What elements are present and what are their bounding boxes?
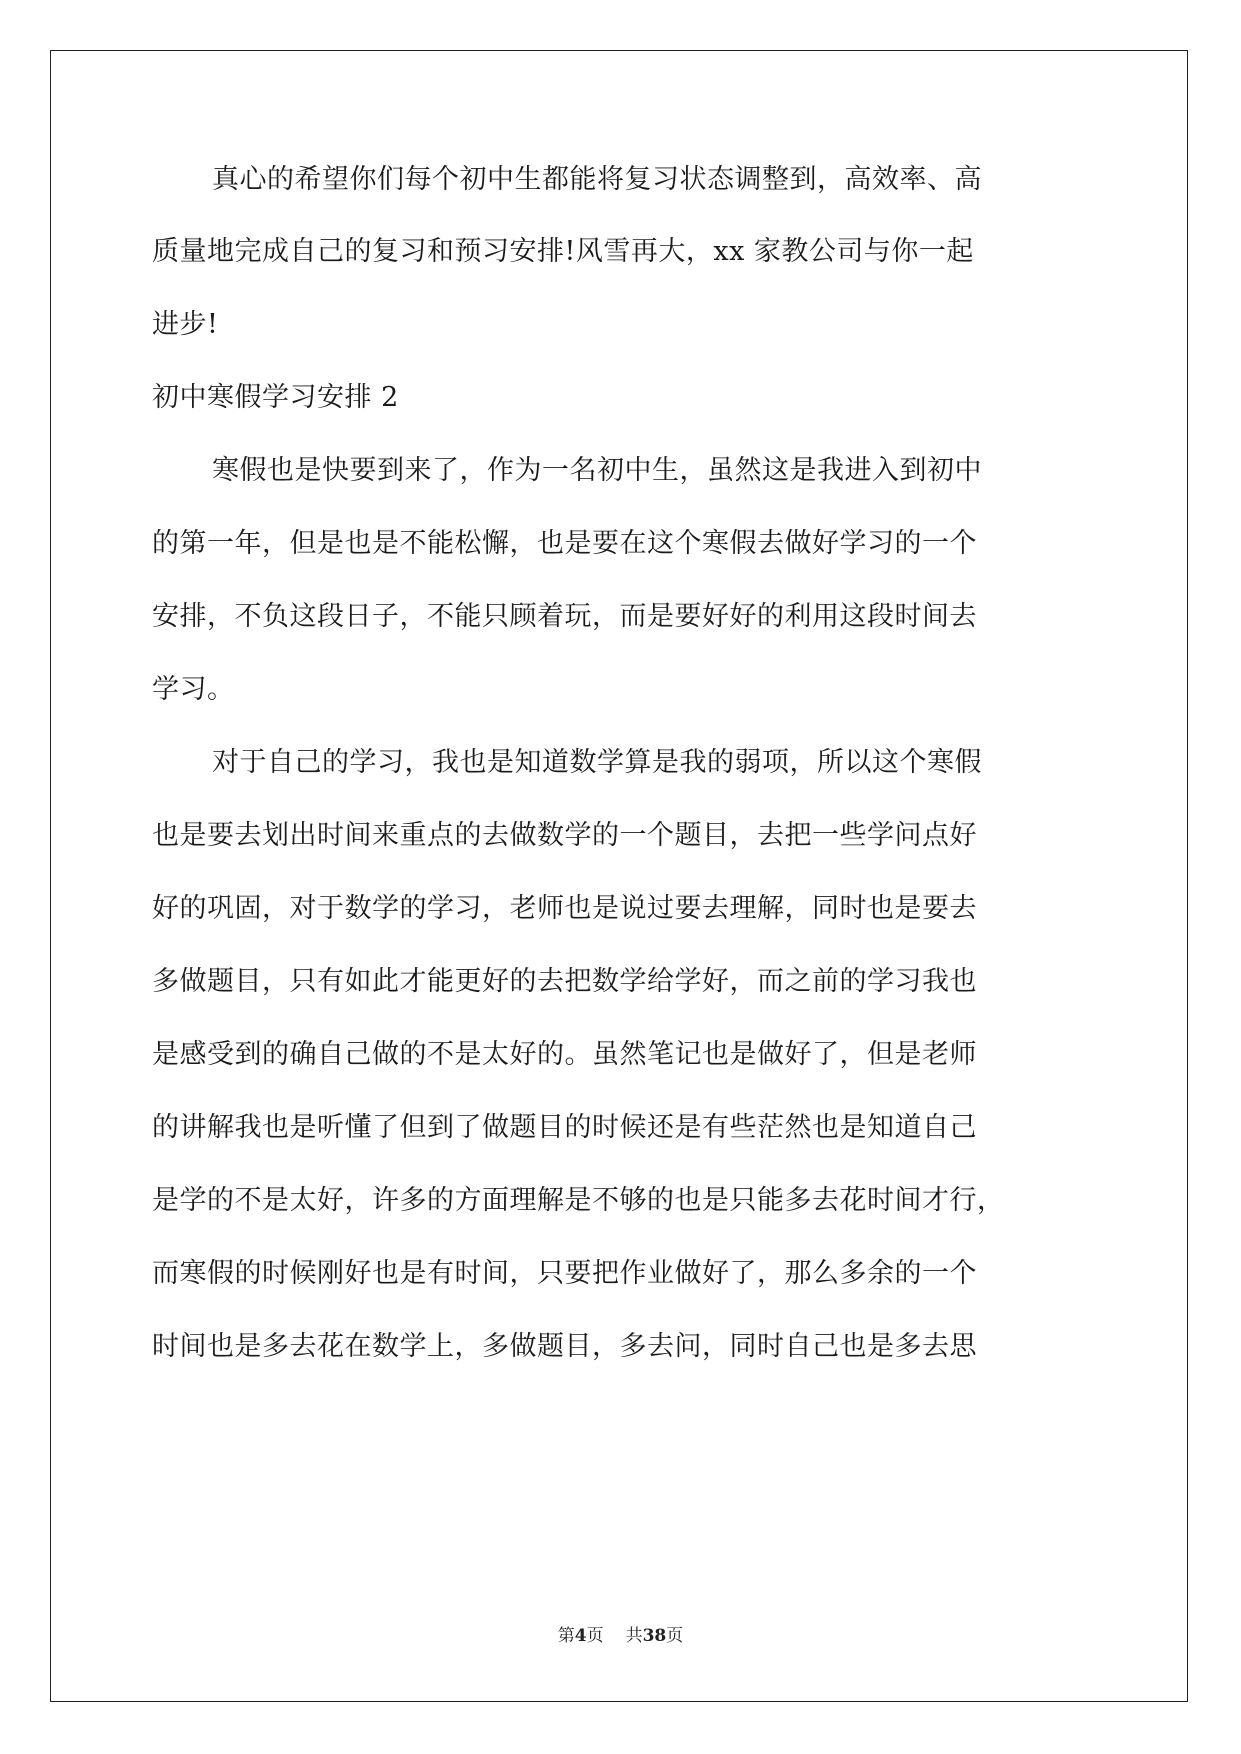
paragraph3-line-3: 好的巩固，对于数学的学习，老师也是说过要去理解，同时也是要去 — [152, 893, 977, 924]
paragraph3-line-7: 是学的不是太好，许多的方面理解是不够的也是只能多去花时间才行， — [152, 1185, 1005, 1216]
paragraph2-line-4: 学习。 — [152, 674, 235, 705]
paragraph2-line-2: 的第一年，但是也是不能松懈，也是要在这个寒假去做好学习的一个 — [152, 528, 977, 559]
total-pages: 38 — [642, 1626, 667, 1646]
paragraph3-line-8: 而寒假的时候刚好也是有时间，只要把作业做好了，那么多余的一个 — [152, 1258, 977, 1289]
paragraph3-line-4: 多做题目，只有如此才能更好的去把数学给学好，而之前的学习我也 — [152, 966, 977, 997]
total-suffix: 页 — [666, 1626, 684, 1646]
paragraph3-line-9: 时间也是多去花在数学上，多做题目，多去问，同时自己也是多去思 — [152, 1331, 977, 1362]
paragraph3-line-5: 是感受到的确自己做的不是太好的。虽然笔记也是做好了，但是老师 — [152, 1039, 977, 1070]
paragraph1-line-1: 真心的希望你们每个初中生都能将复习状态调整到，高效率、高 — [212, 164, 982, 195]
paragraph3-line-2: 也是要去划出时间来重点的去做数学的一个题目，去把一些学问点好 — [152, 820, 977, 851]
page-prefix: 第 — [557, 1626, 575, 1646]
total-prefix: 共 — [625, 1626, 643, 1646]
page-suffix: 页 — [586, 1626, 604, 1646]
paragraph3-line-1: 对于自己的学习，我也是知道数学算是我的弱项，所以这个寒假 — [212, 747, 982, 778]
paragraph2-line-1: 寒假也是快要到来了，作为一名初中生，虽然这是我进入到初中 — [212, 455, 982, 486]
paragraph1-line-2: 质量地完成自己的复习和预习安排!风雪再大，xx 家教公司与你一起 — [152, 236, 974, 267]
paragraph2-line-3: 安排，不负这段日子，不能只顾着玩，而是要好好的利用这段时间去 — [152, 601, 977, 632]
paragraph3-line-6: 的讲解我也是听懂了但到了做题目的时候还是有些茫然也是知道自己 — [152, 1112, 977, 1143]
page-number: 4 — [574, 1626, 587, 1646]
page-footer — [0, 1624, 1241, 1648]
paragraph1-line-3: 进步! — [152, 309, 219, 340]
section-heading: 初中寒假学习安排 2 — [152, 382, 399, 413]
page-frame — [50, 50, 1188, 1702]
